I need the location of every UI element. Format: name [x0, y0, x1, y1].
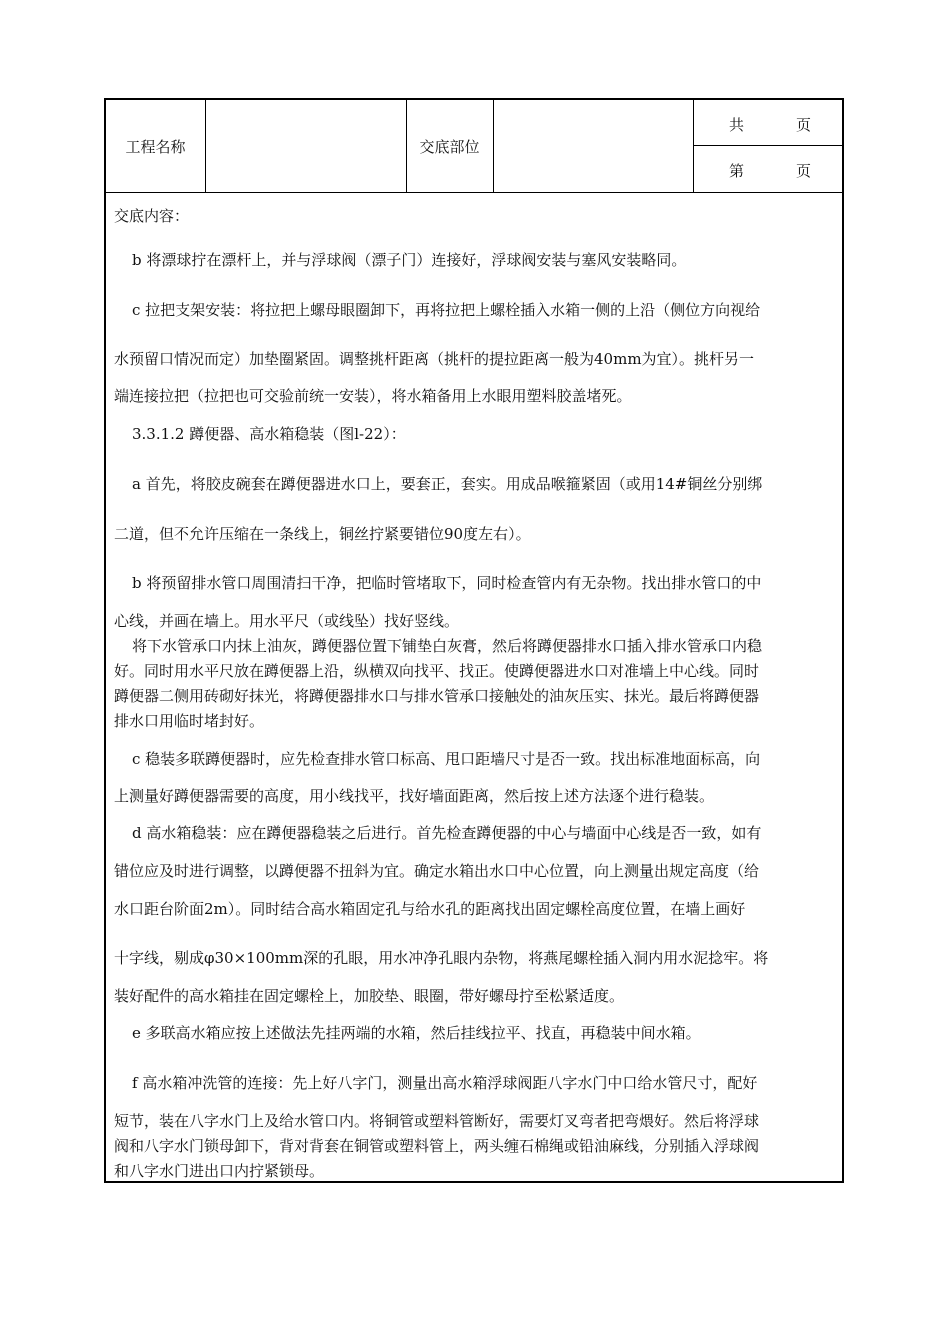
- total-pages-cell: [693, 100, 842, 146]
- content-line: 十字线，剔成φ30×100mm深的孔眼，用水冲净孔眼内杂物，将燕尾螺栓插入洞内用水泥捻牢。将: [114, 949, 769, 967]
- content-line: 水预留口情况而定）加垫圈紧固。调整挑杆距离（挑杆的提拉距离一般为40mm为宜）。挑杆另一: [114, 350, 755, 368]
- content-line: 好。同时用水平尺放在蹲便器上沿，纵横双向找平、找正。使蹲便器进水口对准墙上中心线。同时: [114, 662, 760, 680]
- page-number-cell: [693, 146, 842, 192]
- content-line: 排水口用临时堵封好。: [114, 712, 265, 730]
- content-line: b 将预留排水管口周围清扫干净，把临时管堵取下，同时检查管内有无杂物。找出排水管口的中: [132, 574, 762, 592]
- content-line: a 首先，将胶皮碗套在蹲便器进水口上，要套正，套实。用成品喉箍紧固（或用14#铜丝分别绑: [132, 475, 763, 493]
- content-line: d 高水箱稳装：应在蹲便器稳装之后进行。首先检查蹲便器的中心与墙面中心线是否一致，如有: [132, 824, 762, 842]
- content-line: 3.3.1.2 蹲便器、高水箱稳装（图l-22）：: [132, 425, 406, 443]
- content-line: 短节，装在八字水门上及给水管口内。将铜管或塑料管断好，需要灯叉弯者把弯煨好。然后将浮球: [114, 1112, 760, 1130]
- page-number-unit: 页: [796, 162, 812, 180]
- content-line: e 多联高水箱应按上述做法先挂两端的水箱，然后挂线拉平、找直，再稳装中间水箱。: [132, 1024, 701, 1042]
- page-number-label: 第: [729, 162, 745, 180]
- project-name-value[interactable]: [205, 100, 406, 192]
- total-pages-label: 共: [729, 116, 745, 134]
- content-line: 阀和八字水门锁母卸下，背对背套在铜管或塑料管上，两头缠石棉绳或铅油麻线，分别插入浮球阀: [114, 1137, 760, 1155]
- header-table: [106, 100, 842, 193]
- content-line: 蹲便器二侧用砖砌好抹光，将蹲便器排水口与排水管承口接触处的油灰压实、抹光。最后将蹲便器: [114, 687, 760, 705]
- content-heading: 交底内容：: [114, 207, 190, 225]
- technical-briefing-sheet: [104, 98, 844, 1183]
- content-line: 水口距台阶面2m）。同时结合高水箱固定孔与给水孔的距离找出固定螺栓高度位置，在墙上画好: [114, 900, 746, 918]
- briefing-part-value[interactable]: [493, 100, 693, 192]
- content-line: c 拉把支架安装：将拉把上螺母眼圈卸下，再将拉把上螺栓插入水箱一侧的上沿（侧位方向视给: [132, 301, 761, 319]
- content-line: f 高水箱冲洗管的连接：先上好八字门，测量出高水箱浮球阀距八字水门中口给水管尺寸，配好: [132, 1074, 758, 1092]
- content-line: 将下水管承口内抹上油灰，蹲便器位置下铺垫白灰膏，然后将蹲便器排水口插入排水管承口内稳: [132, 637, 763, 655]
- content-line: 二道，但不允许压缩在一条线上，铜丝拧紧要错位90度左右）。: [114, 525, 531, 543]
- content-line: 端连接拉把（拉把也可交验前统一安装），将水箱备用上水眼用塑料胶盖堵死。: [114, 387, 632, 405]
- content-line: 错位应及时进行调整，以蹲便器不扭斜为宜。确定水箱出水口中心位置，向上测量出规定高度（给: [114, 862, 760, 880]
- content-line: b 将漂球拧在漂杆上，并与浮球阀（漂子门）连接好，浮球阀安装与塞风安装略同。: [132, 251, 687, 269]
- content-line: 和八字水门进出口内拧紧锁母。: [114, 1162, 325, 1180]
- total-pages-unit: 页: [796, 116, 812, 134]
- project-name-label: 工程名称: [125, 137, 186, 156]
- content-line: 心线，并画在墙上。用水平尺（或线坠）找好竖线。: [114, 612, 460, 630]
- content-line: 上测量好蹲便器需要的高度，用小线找平，找好墙面距离，然后按上述方法逐个进行稳装。: [114, 787, 715, 805]
- content-line: 装好配件的高水箱挂在固定螺栓上，加胶垫、眼圈，带好螺母拧至松紧适度。: [114, 987, 625, 1005]
- content-line: c 稳装多联蹲便器时，应先检查排水管口标高、甩口距墙尺寸是否一致。找出标准地面标高，向: [132, 750, 761, 768]
- briefing-part-label: 交底部位: [419, 137, 480, 156]
